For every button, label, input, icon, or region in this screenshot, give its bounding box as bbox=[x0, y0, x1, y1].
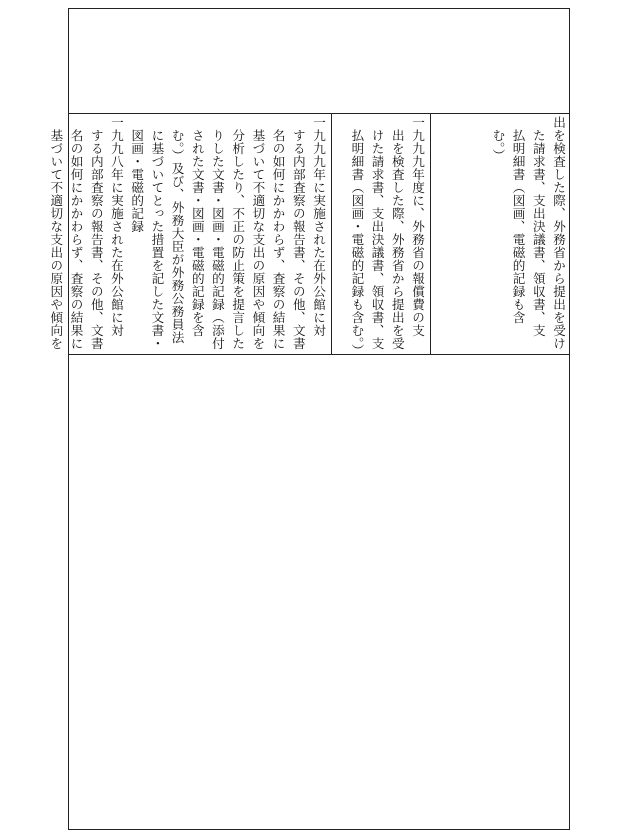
table-cell-right bbox=[433, 116, 568, 352]
table-column-divider-right bbox=[430, 113, 431, 354]
cell-text-right: 出を検査した際、外務省から提出を受け た請求書、支出決議書、領収書、支 払明細書（図画、電磁的記録も含 む。） bbox=[490, 116, 566, 350]
table-row-divider-top bbox=[69, 113, 569, 114]
cell-text-left: 一九九九年に実施された在外公館に対 する内部査察の報告書、その他、文書 名の如何にかかわらず、査察の結果に 基づいて不適切な支出の原因や傾向を 分析したり、不正の防止策を提言した りした文書・図画・電磁的記録（添付 された文書・図画・電磁的記録を含 む。）及び、外務大臣が外務公務員法 に基づいてとった措置を記した文書・ 図画・電磁的記録 一九九八年に実施された在外公館に対 する内部査察の報告書、その他、文書 名の如何にかかわらず、査察の結果に 基づいて不適切な支出の原因や傾向を bbox=[48, 116, 326, 350]
table-cell-middle bbox=[334, 116, 427, 357]
document-table bbox=[48, 8, 570, 830]
cell-text-middle: 一九九九年度に、外務省の報償費の支 出を検査した際、外務省から提出を受 けた請求書、支出決議書、領収書、支 払明細書（図画・電磁的記録も含む。） bbox=[349, 116, 425, 357]
table-column-divider-left bbox=[331, 113, 332, 354]
table-cell-left bbox=[48, 116, 328, 352]
table-row-divider-bottom bbox=[69, 354, 569, 355]
